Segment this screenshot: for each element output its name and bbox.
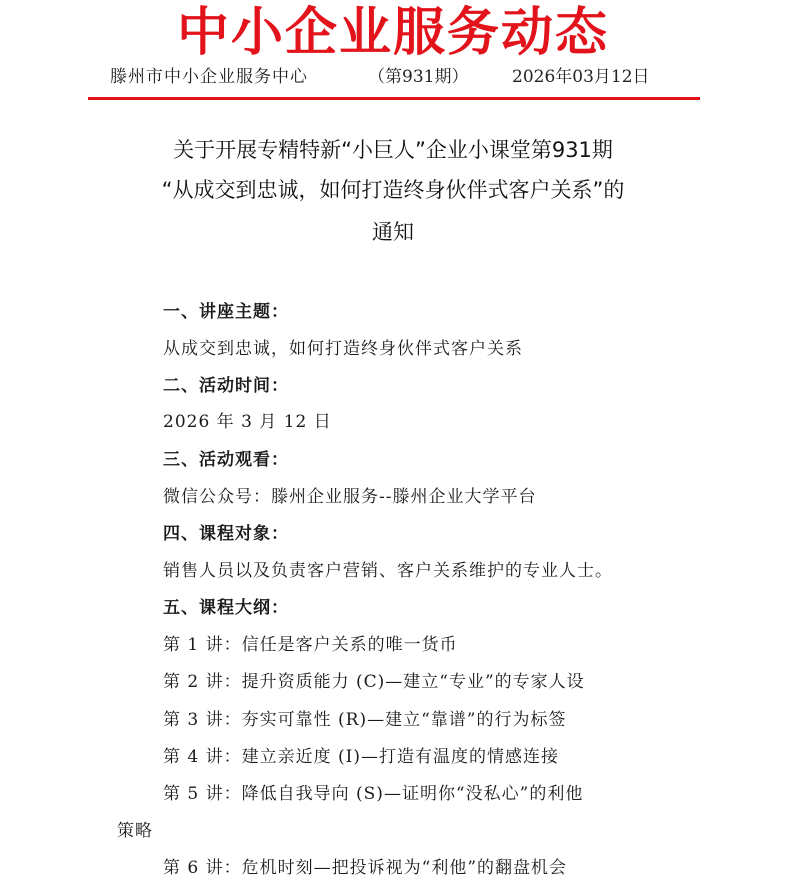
outline-item-2: 第 2 讲：提升资质能力 (C)—建立“专业”的专家人设 xyxy=(163,672,585,692)
notice-title-line-2: “从成交到忠诚，如何打造终身伙伴式客户关系”的 xyxy=(161,178,625,202)
section-time-text: 2026 年 3 月 12 日 xyxy=(163,412,332,432)
notice-title-line-1: 关于开展专精特新“小巨人”企业小课堂第931期 xyxy=(173,138,613,162)
outline-item-3: 第 3 讲：夯实可靠性 (R)—建立“靠谱”的行为标签 xyxy=(163,710,567,730)
section-topic-heading: 一、讲座主题： xyxy=(163,302,289,322)
masthead-title: 中小企业服务动态 xyxy=(176,3,609,63)
outline-item-6: 第 6 讲：危机时刻—把投诉视为“利他”的翻盘机会 xyxy=(163,858,568,878)
section-audience-text: 销售人员以及负责客户营销、客户关系维护的专业人士。 xyxy=(163,561,613,581)
outline-item-1: 第 1 讲：信任是客户关系的唯一货币 xyxy=(163,635,458,655)
section-outline-heading: 五、课程大纲： xyxy=(163,598,289,618)
section-time-heading: 二、活动时间： xyxy=(163,376,289,396)
masthead-divider xyxy=(88,97,700,100)
issue-date: 2026年03月12日 xyxy=(512,67,650,87)
section-topic-text: 从成交到忠诚，如何打造终身伙伴式客户关系 xyxy=(163,339,523,359)
outline-item-5-continued: 策略 xyxy=(117,821,153,841)
outline-item-5: 第 5 讲：降低自我导向 (S)—证明你“没私心”的利他 xyxy=(163,784,584,804)
issuing-organization: 滕州市中小企业服务中心 xyxy=(110,67,308,87)
section-audience-heading: 四、课程对象： xyxy=(163,524,289,544)
section-watch-text: 微信公众号：滕州企业服务--滕州企业大学平台 xyxy=(163,487,537,507)
issue-line xyxy=(110,64,700,90)
notice-title-line-3: 通知 xyxy=(372,220,414,244)
section-watch-heading: 三、活动观看： xyxy=(163,450,289,470)
outline-item-4: 第 4 讲：建立亲近度 (I)—打造有温度的情感连接 xyxy=(163,747,560,767)
issue-number: （第931期） xyxy=(368,67,469,87)
